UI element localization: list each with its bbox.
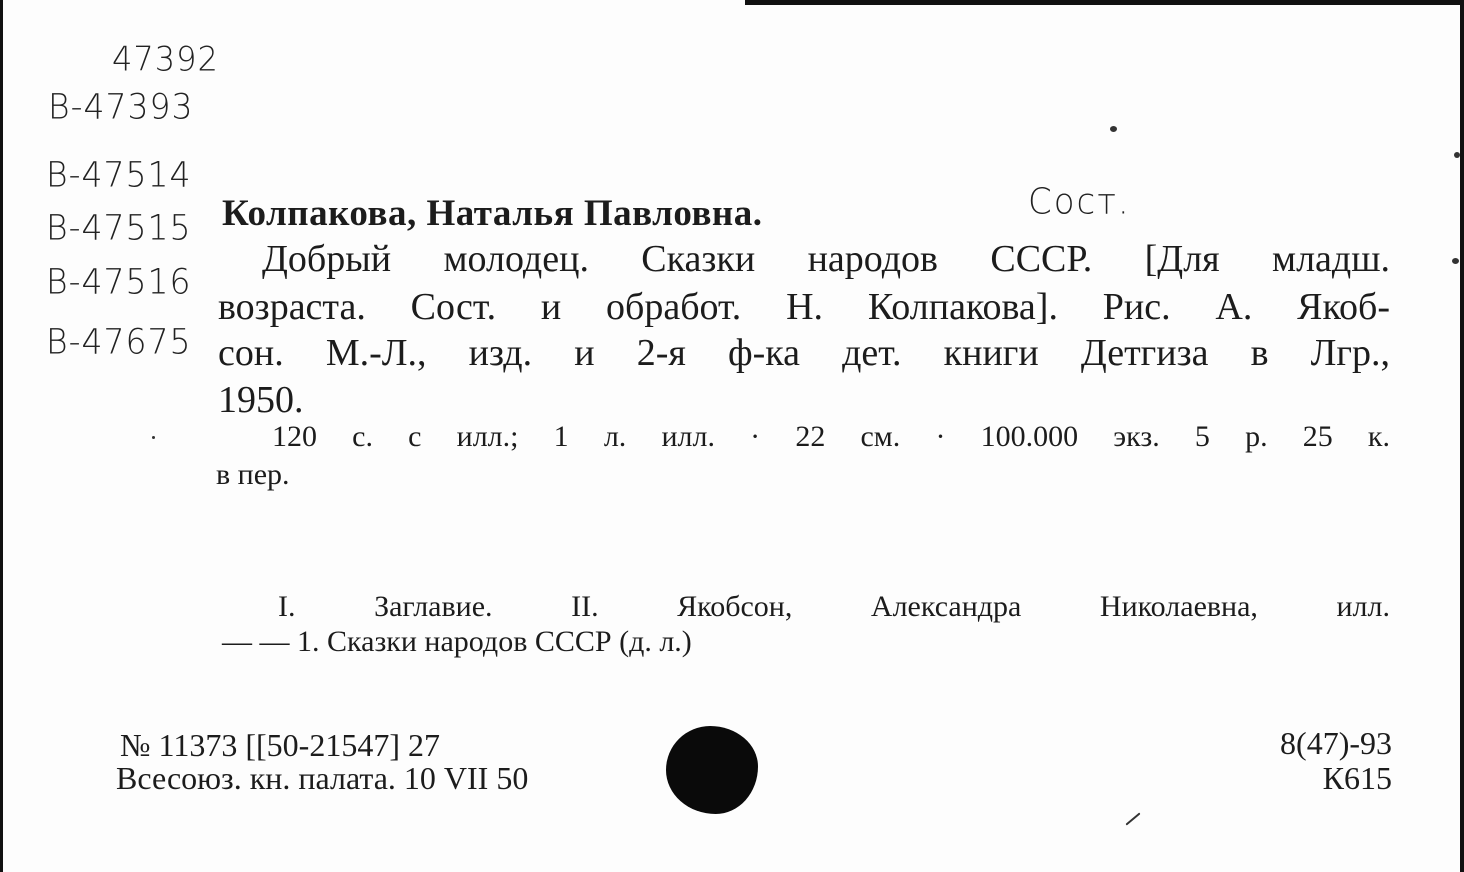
classification-code: 8(47)-93 bbox=[1280, 725, 1392, 761]
title-line-1: Добрый молодец. Сказки народов СССР. [Для младш. bbox=[262, 238, 1390, 280]
inventory-number-1: 47392 bbox=[112, 39, 219, 79]
book-chamber-stamp: Всесоюз. кн. палата. 10 VII 50 bbox=[116, 760, 529, 796]
tracing-line-2: — — 1. Сказки народов СССР (д. л.) bbox=[222, 625, 692, 658]
imprint-year: 1950. bbox=[218, 379, 304, 421]
ink-speck bbox=[1454, 152, 1460, 158]
inventory-number-3: B-47514 bbox=[46, 154, 192, 195]
inventory-number-6: B-47675 bbox=[46, 321, 192, 362]
collation-line-2: в пер. bbox=[216, 458, 290, 491]
card-left-edge bbox=[0, 0, 3, 872]
inventory-number-4: B-47515 bbox=[46, 207, 192, 248]
ink-speck bbox=[152, 436, 155, 439]
cutter-number: К615 bbox=[1322, 760, 1392, 796]
author-heading: Колпакова, Наталья Павловна. bbox=[222, 193, 763, 234]
card-top-edge bbox=[745, 0, 1464, 5]
imprint-line: сон. М.-Л., изд. и 2-я ф-ка дет. книги Детгиза в Лгр., bbox=[218, 332, 1390, 374]
ink-mark bbox=[1125, 812, 1140, 825]
tracing-line-1: I. Заглавие. II. Якобсон, Александра Николаевна, илл. bbox=[278, 590, 1390, 623]
record-number: № 11373 [[50-21547] 27 bbox=[120, 727, 440, 763]
role-note: Сост. bbox=[1028, 181, 1131, 223]
ink-speck bbox=[1110, 126, 1117, 132]
punch-hole bbox=[666, 726, 758, 814]
ink-speck bbox=[1452, 258, 1459, 264]
inventory-number-5: B-47516 bbox=[46, 261, 192, 302]
card-right-edge bbox=[1460, 0, 1464, 872]
collation-line-1: 120 с. с илл.; 1 л. илл. · 22 см. · 100.000 экз. 5 р. 25 к. bbox=[272, 420, 1390, 453]
title-line-2: возраста. Сост. и обработ. Н. Колпакова]. Рис. А. Якоб- bbox=[218, 286, 1390, 328]
inventory-number-2: B-47393 bbox=[48, 86, 194, 127]
